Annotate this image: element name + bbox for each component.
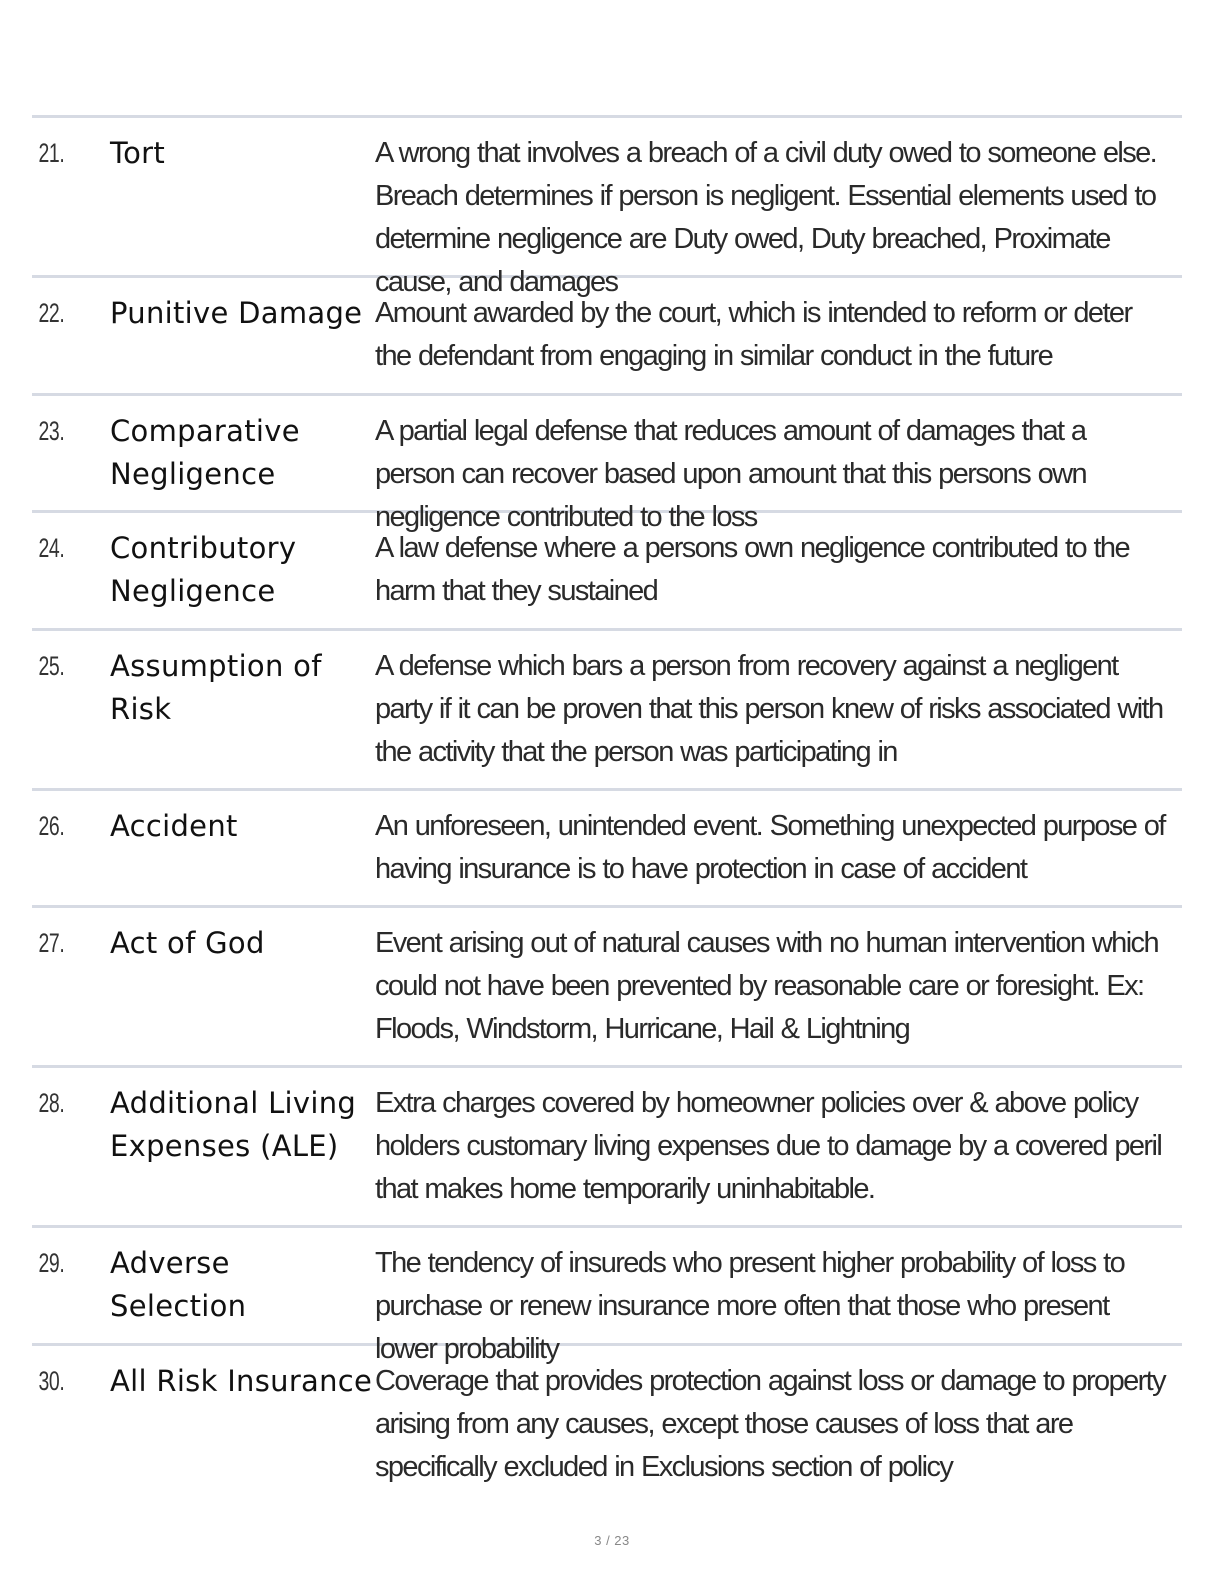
glossary-row <box>32 1346 1182 1491</box>
entry-number: 30. <box>38 1366 65 1396</box>
glossary-table <box>32 115 1182 1491</box>
glossary-row <box>32 1068 1182 1228</box>
glossary-row <box>32 513 1182 631</box>
entry-term: Punitive Damage <box>110 296 363 330</box>
entry-number: 25. <box>38 651 65 681</box>
entry-number: 26. <box>38 811 65 841</box>
entry-number: 23. <box>38 416 65 446</box>
entry-definition: The tendency of insureds who present higher probability of loss to purchase or renew insurance more often that those who present lower probability <box>375 1247 1125 1365</box>
entry-definition: A wrong that involves a breach of a civil duty owed to someone else. Breach determines if person is negligent. Essential elements used to determine negligence are Duty owed, Duty breached, Proximate cause, and damages <box>375 137 1157 298</box>
glossary-row <box>32 631 1182 791</box>
entry-term: Act of God <box>110 926 265 960</box>
entry-definition: Coverage that provides protection against loss or damage to property arising from any causes, except those causes of loss that are specifically excluded in Exclusions section of policy <box>375 1365 1166 1483</box>
entry-number: 21. <box>38 138 65 168</box>
entry-term: Additional Living Expenses (ALE) <box>110 1086 357 1163</box>
entry-definition: Event arising out of natural causes with no human intervention which could not have been prevented by reasonable care or foresight. Ex: Floods, Windstorm, Hurricane, Hail & Lightning <box>375 927 1158 1045</box>
entry-definition: A defense which bars a person from recovery against a negligent party if it can be proven that this person knew of risks associated with the activity that the person was participating in <box>375 650 1163 768</box>
entry-number: 22. <box>38 298 65 328</box>
entry-definition: Amount awarded by the court, which is intended to reform or deter the defendant from engaging in similar conduct in the future <box>375 297 1132 372</box>
glossary-row <box>32 791 1182 908</box>
glossary-row <box>32 118 1182 298</box>
glossary-row <box>32 908 1182 1068</box>
entry-term: Accident <box>110 809 238 843</box>
entry-number: 28. <box>38 1088 65 1118</box>
glossary-row <box>32 396 1182 533</box>
entry-number: 27. <box>38 928 65 958</box>
glossary-row <box>32 1228 1182 1365</box>
entry-term: Adverse Selection <box>110 1246 247 1323</box>
entry-term: Contributory Negligence <box>110 531 297 608</box>
entry-definition: A law defense where a persons own negligence contributed to the harm that they sustained <box>375 532 1129 607</box>
entry-definition: Extra charges covered by homeowner policies over & above policy holders customary living expenses due to damage by a covered peril that makes home temporarily uninhabitable. <box>375 1087 1162 1205</box>
entry-definition: An unforeseen, unintended event. Something unexpected purpose of having insurance is to have protection in case of accident <box>375 810 1165 885</box>
entry-term: Comparative Negligence <box>110 414 300 491</box>
page-number: 3 / 23 <box>594 1533 630 1548</box>
entry-term: Tort <box>110 136 166 170</box>
glossary-row <box>32 278 1182 396</box>
entry-number: 29. <box>38 1248 65 1278</box>
entry-term: Assumption of Risk <box>110 649 322 726</box>
entry-definition: A partial legal defense that reduces amount of damages that a person can recover based upon amount that this persons own negligence contributed to the loss <box>375 415 1086 533</box>
entry-term: All Risk Insurance <box>110 1364 373 1398</box>
entry-number: 24. <box>38 533 65 563</box>
